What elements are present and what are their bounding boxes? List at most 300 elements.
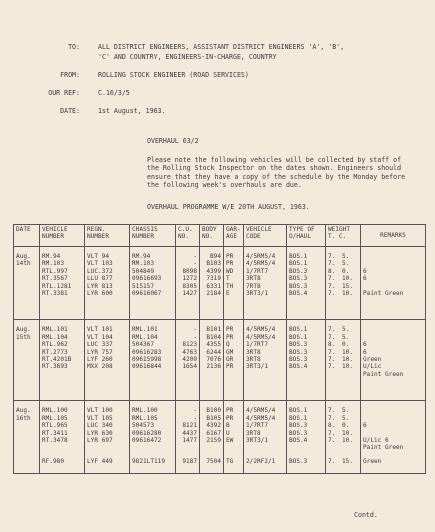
garage-cell: GR: [224, 356, 244, 363]
body-number-cell: 2159: [200, 437, 224, 444]
cu-number-cell: 1654: [176, 363, 200, 370]
weight-cell: [326, 458, 361, 465]
table-row: [14, 371, 426, 378]
date-value: 1st August, 1963.: [98, 107, 166, 115]
weight-cell: [326, 275, 361, 282]
table-row: [14, 268, 426, 275]
ohaul-type-cell: BOS.4: [287, 290, 326, 297]
remarks-cell: 6: [361, 275, 426, 282]
garage-cell: EW: [224, 437, 244, 444]
ohaul-type-cell: BOS.1: [287, 407, 326, 414]
remarks-cell: 6: [361, 349, 426, 356]
chassis-number-cell: 9821LT119: [130, 458, 176, 465]
chassis-number-cell: RM.103: [130, 260, 176, 267]
date-cell: [14, 371, 40, 378]
empty-cell: [200, 378, 224, 401]
weight-cwt: 5.: [342, 414, 350, 422]
cu-number-cell: 8305: [176, 283, 200, 290]
date-cell: [14, 363, 40, 370]
to-label: TO:: [68, 43, 80, 51]
regn-number-cell: VLT 104: [85, 334, 130, 341]
weight-cwt: 0.: [342, 422, 350, 430]
garage-cell: PR: [224, 334, 244, 341]
ohaul-type-cell: BOS.4: [287, 437, 326, 444]
header-body-no: BODY NO.: [200, 225, 224, 247]
weight-tons: 7.: [328, 363, 336, 371]
remarks-cell: U/Lic 6: [361, 437, 426, 444]
vehicle-code-cell: 3RT8: [244, 349, 287, 356]
vehicle-number-cell: RF.980: [40, 458, 85, 465]
programme-title: OVERHAUL PROGRAMME W/E 20TH AUGUST, 1963.: [147, 203, 310, 211]
weight-cwt: 0.: [342, 267, 350, 275]
table-row: [14, 260, 426, 267]
empty-cell: [130, 378, 176, 401]
garage-cell: PR: [224, 407, 244, 414]
weight-cell: [326, 283, 361, 290]
empty-cell: [14, 465, 40, 474]
empty-cell: [200, 465, 224, 474]
remarks-cell: Paint Green: [361, 444, 426, 451]
table-row: [14, 253, 426, 260]
chassis-number-cell: RML.104: [130, 334, 176, 341]
weight-cell: [326, 341, 361, 348]
empty-cell: [40, 297, 85, 320]
weight-cell: [326, 444, 361, 451]
empty-cell: [224, 378, 244, 401]
vehicle-number-cell: RT.4201B: [40, 356, 85, 363]
empty-cell: [287, 378, 326, 401]
cu-number-cell: [176, 371, 200, 378]
ohaul-type-cell: [287, 444, 326, 451]
regn-number-cell: MXX 208: [85, 363, 130, 370]
vehicle-code-cell: 3RT8: [244, 356, 287, 363]
body-number-cell: 7504: [200, 458, 224, 465]
cu-number-cell: 1427: [176, 290, 200, 297]
ohaul-type-cell: BOS.1: [287, 415, 326, 422]
instruction-paragraph: Please note the following vehicles will be collected by staff of the Rolling Stock Inspector on the dates shown. Engineers should ensure that they have a copy of the schedule by the Monday before the following week's overhauls are due.: [147, 156, 406, 189]
vehicle-number-cell: RML.101: [40, 326, 85, 333]
vehicle-code-cell: 4/5RM5/4: [244, 415, 287, 422]
weight-cell: [326, 407, 361, 414]
vehicle-number-cell: RT.3381: [40, 290, 85, 297]
overhaul-schedule-table: [13, 224, 426, 474]
ohaul-type-cell: BOS.1: [287, 260, 326, 267]
empty-cell: [14, 297, 40, 320]
empty-cell: [176, 297, 200, 320]
regn-number-cell: LYR 697: [85, 437, 130, 444]
empty-cell: [85, 378, 130, 401]
vehicle-number-cell: RTL.962: [40, 341, 85, 348]
date-cell: [14, 349, 40, 356]
vehicle-code-cell: 4/5RM5/4: [244, 253, 287, 260]
date-cell: [14, 430, 40, 437]
body-number-cell: 6331: [200, 283, 224, 290]
vehicle-number-cell: RTL.997: [40, 268, 85, 275]
empty-cell: [14, 378, 40, 401]
vehicle-number-cell: RT.3693: [40, 363, 85, 370]
cu-number-cell: -: [176, 407, 200, 414]
empty-cell: [40, 378, 85, 401]
empty-cell: [130, 297, 176, 320]
table-row: [14, 341, 426, 348]
garage-cell: U: [224, 430, 244, 437]
vehicle-number-cell: RTL.965: [40, 422, 85, 429]
ohaul-type-cell: [287, 371, 326, 378]
remarks-cell: 6: [361, 268, 426, 275]
weight-tons: 7.: [328, 407, 336, 415]
weight-tons: 8.: [328, 422, 336, 430]
table-row: [14, 437, 426, 444]
vehicle-code-cell: 2/2RF2/1: [244, 458, 287, 465]
chassis-number-cell: [130, 371, 176, 378]
weight-cwt: 10.: [342, 356, 354, 364]
body-number-cell: 7319: [200, 275, 224, 282]
garage-cell: TH: [224, 283, 244, 290]
garage-cell: B: [224, 422, 244, 429]
empty-cell: [244, 378, 287, 401]
weight-cwt: 5.: [342, 407, 350, 415]
weight-tons: 7.: [328, 333, 336, 341]
date-cell: 14th: [14, 260, 40, 267]
body-number-cell: 6244: [200, 349, 224, 356]
ohaul-type-cell: BOS.3: [287, 283, 326, 290]
weight-tons: 7.: [328, 326, 336, 334]
body-number-cell: B105: [200, 415, 224, 422]
header-chassis-number: CHASSIS NUMBER: [130, 225, 176, 247]
date-label: DATE:: [60, 107, 80, 115]
table-row: [14, 290, 426, 297]
remarks-cell: [361, 253, 426, 260]
weight-cwt: 15.: [342, 457, 354, 465]
weight-cell: [326, 422, 361, 429]
weight-tons: 7.: [328, 282, 336, 290]
contd-footer: Contd.: [354, 511, 378, 519]
weight-cell: [326, 253, 361, 260]
date-cell: [14, 283, 40, 290]
date-cell: [14, 444, 40, 451]
chassis-number-cell: 09615998: [130, 356, 176, 363]
weight-cell: [326, 415, 361, 422]
to-line-2: 'C' AND COUNTRY, ENGINEERS-IN-CHARGE, COUNTRY: [98, 53, 277, 61]
regn-number-cell: LUC.372: [85, 268, 130, 275]
empty-cell: [85, 465, 130, 474]
date-cell: [14, 268, 40, 275]
empty-cell: [326, 297, 361, 320]
vehicle-code-cell: 1/7RT7: [244, 422, 287, 429]
ohaul-type-cell: BOS.3: [287, 356, 326, 363]
header-remarks: REMARKS: [361, 225, 426, 247]
garage-cell: Q: [224, 341, 244, 348]
remarks-cell: [361, 326, 426, 333]
vehicle-number-cell: RT.3567: [40, 275, 85, 282]
remarks-cell: [361, 283, 426, 290]
cu-number-cell: -: [176, 253, 200, 260]
vehicle-code-cell: [244, 371, 287, 378]
regn-number-cell: LYR 813: [85, 283, 130, 290]
weight-cwt: 10.: [342, 429, 354, 437]
regn-number-cell: LYF 449: [85, 458, 130, 465]
vehicle-number-cell: RML.104: [40, 334, 85, 341]
garage-cell: PR: [224, 253, 244, 260]
header-regn-number: REGN. NUMBER: [85, 225, 130, 247]
table-row: [14, 334, 426, 341]
regn-number-cell: LUC 337: [85, 341, 130, 348]
garage-cell: TG: [224, 458, 244, 465]
weight-cwt: 10.: [342, 363, 354, 371]
garage-cell: GM: [224, 349, 244, 356]
body-number-cell: B103: [200, 260, 224, 267]
empty-cell: [200, 297, 224, 320]
cu-number-cell: -: [176, 334, 200, 341]
vehicle-number-cell: [40, 444, 85, 451]
regn-number-cell: VLT 94: [85, 253, 130, 260]
vehicle-code-cell: 3RT3/1: [244, 363, 287, 370]
weight-cwt: 10.: [342, 275, 354, 283]
ohaul-type-cell: BOS.3: [287, 422, 326, 429]
chassis-number-cell: 515157: [130, 283, 176, 290]
cu-number-cell: 4763: [176, 349, 200, 356]
vehicle-number-cell: RML.100: [40, 407, 85, 414]
remarks-cell: [361, 407, 426, 414]
chassis-number-cell: 09616693: [130, 275, 176, 282]
cu-number-cell: 8098: [176, 268, 200, 275]
group-separator: [14, 297, 426, 320]
vehicle-code-cell: 1/7RT7: [244, 341, 287, 348]
header-garage: GAR-AGE: [224, 225, 244, 247]
table-row: [14, 356, 426, 363]
chassis-number-cell: RML.100: [130, 407, 176, 414]
table-row: [14, 422, 426, 429]
vehicle-number-cell: RT.3478: [40, 437, 85, 444]
remarks-cell: Green: [361, 356, 426, 363]
chassis-number-cell: RML.101: [130, 326, 176, 333]
date-cell: [14, 341, 40, 348]
date-cell: [14, 422, 40, 429]
vehicle-code-cell: 3RT8: [244, 275, 287, 282]
weight-cwt: 5.: [342, 326, 350, 334]
empty-cell: [361, 465, 426, 474]
remarks-cell: 6: [361, 422, 426, 429]
ohaul-type-cell: BOS.1: [287, 253, 326, 260]
garage-cell: PR: [224, 326, 244, 333]
garage-cell: PR: [224, 415, 244, 422]
table-row: [14, 430, 426, 437]
empty-cell: [176, 465, 200, 474]
weight-tons: 7.: [328, 275, 336, 283]
empty-cell: [287, 465, 326, 474]
body-number-cell: 4355: [200, 341, 224, 348]
weight-cwt: 5.: [342, 253, 350, 260]
weight-tons: 7.: [328, 356, 336, 364]
empty-cell: [176, 378, 200, 401]
vehicle-code-cell: 3RT3/1: [244, 290, 287, 297]
header-cu-no: C.U. NO.: [176, 225, 200, 247]
chassis-number-cell: 504573: [130, 422, 176, 429]
vehicle-code-cell: 1/7RT7: [244, 268, 287, 275]
empty-cell: [85, 297, 130, 320]
weight-tons: 7.: [328, 348, 336, 356]
to-line-1: ALL DISTRICT ENGINEERS, ASSISTANT DISTRICT ENGINEERS 'A', 'B',: [98, 43, 345, 51]
chassis-number-cell: 09616472: [130, 437, 176, 444]
vehicle-code-cell: [244, 444, 287, 451]
ref-label: OUR REF:: [48, 89, 80, 97]
body-number-cell: B101: [200, 326, 224, 333]
empty-cell: [326, 465, 361, 474]
date-cell: [14, 356, 40, 363]
garage-cell: PR: [224, 363, 244, 370]
chassis-number-cell: RML.105: [130, 415, 176, 422]
weight-cwt: 10.: [342, 348, 354, 356]
weight-cwt: 5.: [342, 333, 350, 341]
weight-cwt: 15.: [342, 282, 354, 290]
chassis-number-cell: 09616283: [130, 349, 176, 356]
body-number-cell: 4392: [200, 422, 224, 429]
weight-cell: [326, 356, 361, 363]
table-row: [14, 444, 426, 451]
header-vehicle-code: VEHICLE CODE: [244, 225, 287, 247]
date-cell: 15th: [14, 334, 40, 341]
chassis-number-cell: [130, 444, 176, 451]
cu-number-cell: -: [176, 260, 200, 267]
table-row: [14, 349, 426, 356]
weight-tons: 7.: [328, 260, 336, 268]
remarks-cell: [361, 430, 426, 437]
body-number-cell: [200, 444, 224, 451]
table-row: [14, 415, 426, 422]
table-header-row: [14, 225, 426, 247]
garage-cell: T: [224, 275, 244, 282]
table-row: [14, 326, 426, 333]
regn-number-cell: LYR 757: [85, 349, 130, 356]
regn-number-cell: [85, 444, 130, 451]
weight-tons: 7.: [328, 414, 336, 422]
regn-number-cell: VLT 101: [85, 326, 130, 333]
chassis-number-cell: 09616844: [130, 363, 176, 370]
regn-number-cell: [85, 371, 130, 378]
vehicle-number-cell: RTL.1281: [40, 283, 85, 290]
garage-cell: [224, 444, 244, 451]
date-cell: [14, 437, 40, 444]
remarks-cell: 6: [361, 341, 426, 348]
regn-number-cell: LYF 260: [85, 356, 130, 363]
vehicle-number-cell: RML.105: [40, 415, 85, 422]
ohaul-type-cell: BOS.3: [287, 349, 326, 356]
weight-cell: [326, 334, 361, 341]
weight-tons: 8.: [328, 267, 336, 275]
regn-number-cell: LLU 877: [85, 275, 130, 282]
garage-cell: WD: [224, 268, 244, 275]
cu-number-cell: 9187: [176, 458, 200, 465]
header-type-of-ohaul: TYPE OF O/HAUL: [287, 225, 326, 247]
vehicle-code-cell: 4/5RM5/4: [244, 407, 287, 414]
weight-tons: 7.: [328, 436, 336, 444]
remarks-cell: Paint Green: [361, 371, 426, 378]
empty-cell: [224, 297, 244, 320]
table-row: [14, 283, 426, 290]
ohaul-type-cell: BOS.3: [287, 430, 326, 437]
date-cell: 16th: [14, 415, 40, 422]
cu-number-cell: -: [176, 326, 200, 333]
body-number-cell: B94: [200, 253, 224, 260]
date-cell: Aug.: [14, 326, 40, 333]
table-row: [14, 363, 426, 370]
body-number-cell: 6167: [200, 430, 224, 437]
empty-cell: [244, 465, 287, 474]
weight-cell: [326, 371, 361, 378]
subject-heading: OVERHAUL 63/2: [147, 137, 199, 145]
empty-cell: [361, 378, 426, 401]
garage-cell: [224, 371, 244, 378]
ohaul-type-cell: BOS.3: [287, 275, 326, 282]
empty-cell: [130, 465, 176, 474]
body-number-cell: 2184: [200, 290, 224, 297]
vehicle-code-cell: 4/5RM5/4: [244, 260, 287, 267]
remarks-cell: Green: [361, 458, 426, 465]
cu-number-cell: 8121: [176, 422, 200, 429]
from-label: FROM:: [60, 71, 80, 79]
weight-tons: 7.: [328, 253, 336, 260]
cu-number-cell: 8123: [176, 341, 200, 348]
weight-cell: [326, 260, 361, 267]
body-number-cell: B104: [200, 334, 224, 341]
vehicle-code-cell: 3RT8: [244, 430, 287, 437]
empty-cell: [287, 297, 326, 320]
table-row: [14, 458, 426, 465]
body-number-cell: 4399: [200, 268, 224, 275]
weight-cwt: 5.: [342, 260, 350, 268]
weight-cell: [326, 268, 361, 275]
remarks-cell: Paint Green: [361, 290, 426, 297]
remarks-cell: U/Lic: [361, 363, 426, 370]
chassis-number-cell: 504849: [130, 268, 176, 275]
weight-tons: 7.: [328, 429, 336, 437]
body-number-cell: B100: [200, 407, 224, 414]
empty-cell: [244, 297, 287, 320]
regn-number-cell: VLT 103: [85, 260, 130, 267]
date-cell: Aug.: [14, 407, 40, 414]
ref-value: C.16/3/5: [98, 89, 130, 97]
chassis-number-cell: 09616280: [130, 430, 176, 437]
vehicle-number-cell: RT.2773: [40, 349, 85, 356]
cu-number-cell: 4437: [176, 430, 200, 437]
group-separator: [14, 465, 426, 474]
vehicle-number-cell: RM.103: [40, 260, 85, 267]
date-cell: [14, 275, 40, 282]
remarks-cell: [361, 334, 426, 341]
cu-number-cell: [176, 444, 200, 451]
regn-number-cell: VLT 105: [85, 415, 130, 422]
table-body: [14, 247, 426, 474]
cu-number-cell: 1272: [176, 275, 200, 282]
weight-cell: [326, 437, 361, 444]
ohaul-type-cell: BOS.4: [287, 363, 326, 370]
header-vehicle-number: VEHICLE NUMBER: [40, 225, 85, 247]
table-row: [14, 407, 426, 414]
vehicle-number-cell: RM.94: [40, 253, 85, 260]
vehicle-number-cell: RT.3411: [40, 430, 85, 437]
ohaul-type-cell: BOS.3: [287, 458, 326, 465]
remarks-cell: [361, 415, 426, 422]
cu-number-cell: -: [176, 415, 200, 422]
ohaul-type-cell: BOS.1: [287, 334, 326, 341]
empty-cell: [361, 297, 426, 320]
weight-cell: [326, 290, 361, 297]
body-number-cell: 7076: [200, 356, 224, 363]
vehicle-code-cell: 4/5RM5/4: [244, 326, 287, 333]
body-number-cell: [200, 371, 224, 378]
chassis-number-cell: RM.94: [130, 253, 176, 260]
empty-cell: [326, 378, 361, 401]
